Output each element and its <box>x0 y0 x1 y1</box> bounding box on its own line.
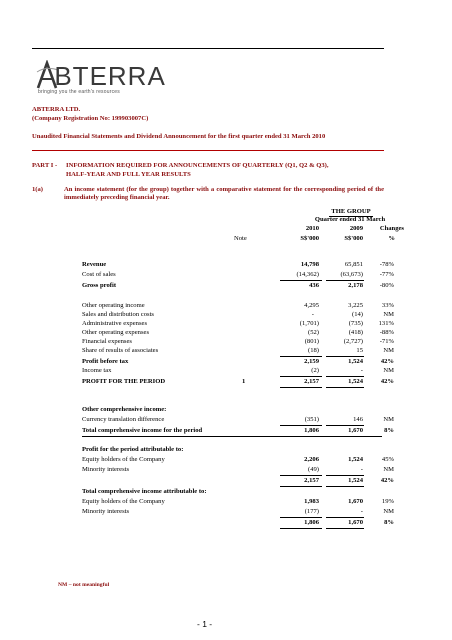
subtotal-rule <box>326 475 364 476</box>
table-cell: (177) <box>304 508 319 515</box>
total-rule <box>326 486 364 487</box>
table-cell: 42% <box>380 358 394 365</box>
table-cell: -77% <box>379 271 394 278</box>
col-changes: Changes <box>379 225 404 232</box>
table-cell: 1,806 <box>304 427 319 434</box>
table-section-heading: Total comprehensive income attributable to: <box>82 488 207 495</box>
table-cell: 1,983 <box>304 498 319 505</box>
table-period-header: Quarter ended 31 March <box>314 216 386 223</box>
table-row-label: Share of results of associates <box>82 347 159 354</box>
table-cell: -88% <box>379 329 394 336</box>
table-cell: 131% <box>378 320 394 327</box>
subtotal-rule <box>280 475 322 476</box>
subtotal-rule <box>326 356 364 357</box>
table-cell: - <box>360 508 363 515</box>
table-cell: 42% <box>380 378 394 385</box>
table-row-label: Total comprehensive income for the period <box>82 427 203 434</box>
subtotal-rule <box>280 425 322 426</box>
table-cell: (18) <box>308 347 319 354</box>
section-text: An income statement (for the group) together with a comparative statement for the corresponding period of the immediately preceding financial year. <box>64 186 384 201</box>
subtotal-rule <box>326 280 364 281</box>
subtotal-rule <box>326 425 364 426</box>
part-heading-line2: HALF-YEAR AND FULL YEAR RESULTS <box>66 171 191 178</box>
table-cell: 2,206 <box>304 456 319 463</box>
subtotal-rule <box>280 356 322 357</box>
subtotal-rule <box>280 517 322 518</box>
table-cell: 2,157 <box>304 477 319 484</box>
table-cell: 1,670 <box>348 519 363 526</box>
table-cell: (2,727) <box>343 338 363 345</box>
table-cell: 2,157 <box>304 378 319 385</box>
total-rule <box>326 387 364 388</box>
table-cell: (14) <box>352 311 363 318</box>
table-group-header: THE GROUP <box>329 208 373 217</box>
footnote: NM – not meaningful <box>58 582 110 588</box>
table-cell: 8% <box>384 519 394 526</box>
table-note-ref: 1 <box>242 378 246 385</box>
total-rule <box>82 436 382 437</box>
table-cell: NM <box>383 416 394 423</box>
page-number: - 1 - <box>197 619 213 629</box>
title-divider <box>32 150 384 151</box>
table-row-label: Equity holders of the Company <box>82 498 165 505</box>
table-cell: (49) <box>308 466 319 473</box>
table-cell: 45% <box>381 456 394 463</box>
table-row-label: Cost of sales <box>82 271 116 278</box>
table-row-label: Administrative expenses <box>82 320 148 327</box>
table-row-label: Sales and distribution costs <box>82 311 154 318</box>
document-title: Unaudited Financial Statements and Dividend Announcement for the first quarter ended 31 March 2010 <box>32 133 326 140</box>
total-rule <box>280 387 322 388</box>
table-row-label: Minority interests <box>82 466 130 473</box>
table-cell: 15 <box>356 347 363 354</box>
table-cell: (735) <box>348 320 363 327</box>
col-year-2009: 2009 <box>349 225 363 232</box>
table-cell: 1,524 <box>348 358 363 365</box>
table-cell: (801) <box>304 338 319 345</box>
total-rule <box>280 528 322 529</box>
table-row-label: Revenue <box>82 261 107 268</box>
table-cell: NM <box>383 311 394 318</box>
table-cell: 1,524 <box>348 477 363 484</box>
logo-tagline: bringing you the earth's resources <box>38 89 120 95</box>
table-section-heading: Profit for the period attributable to: <box>82 446 184 453</box>
subtotal-rule <box>280 376 322 377</box>
table-row-label: Currency translation difference <box>82 416 165 423</box>
table-cell: NM <box>383 367 394 374</box>
section-number: 1(a) <box>32 186 43 193</box>
table-cell: 146 <box>353 416 363 423</box>
table-row-label: Equity holders of the Company <box>82 456 165 463</box>
table-cell: - <box>360 367 363 374</box>
table-cell: 4,295 <box>304 302 319 309</box>
table-cell: -78% <box>379 261 394 268</box>
header-top-rule <box>32 48 384 49</box>
company-logo <box>36 58 216 98</box>
table-cell: 14,798 <box>300 261 319 268</box>
table-cell: -71% <box>379 338 394 345</box>
col-year-2010: 2010 <box>305 225 319 232</box>
table-row-label: Financial expenses <box>82 338 132 345</box>
table-cell: (2) <box>311 367 319 374</box>
table-row-label: Other operating income <box>82 302 145 309</box>
table-row-label: Income tax <box>82 367 112 374</box>
table-cell: - <box>360 466 363 473</box>
table-cell: 2,159 <box>304 358 319 365</box>
table-cell: 1,806 <box>304 519 319 526</box>
table-cell: -80% <box>379 282 394 289</box>
table-row-label: PROFIT FOR THE PERIOD <box>82 378 166 385</box>
part-label: PART I - <box>32 162 58 169</box>
table-cell: 8% <box>384 427 394 434</box>
table-cell: 1,524 <box>348 378 363 385</box>
table-cell: NM <box>383 347 394 354</box>
table-cell: (14,362) <box>296 271 319 278</box>
subtotal-rule <box>326 517 364 518</box>
table-cell: (351) <box>304 416 319 423</box>
table-cell: 65,851 <box>344 261 363 268</box>
subtotal-rule <box>326 376 364 377</box>
table-cell: 2,178 <box>348 282 363 289</box>
company-name: ABTERRA LTD. <box>32 106 81 113</box>
table-cell: 1,670 <box>348 498 363 505</box>
part-heading-line1: INFORMATION REQUIRED FOR ANNOUNCEMENTS OF QUARTERLY (Q1, Q2 & Q3), <box>66 162 329 169</box>
subtotal-rule <box>280 280 322 281</box>
table-cell: 33% <box>381 302 394 309</box>
table-cell: 19% <box>381 498 394 505</box>
table-cell: - <box>311 311 314 318</box>
table-cell: NM <box>383 508 394 515</box>
company-registration: (Company Registration No: 199903007C) <box>32 115 149 122</box>
col-unit-2010: S$'000 <box>300 235 319 242</box>
table-cell: (63,673) <box>340 271 363 278</box>
table-cell: NM <box>383 466 394 473</box>
table-row-label: Gross profit <box>82 282 117 289</box>
table-section-heading: Other comprehensive income: <box>82 406 167 413</box>
table-cell: 42% <box>380 477 394 484</box>
col-unit-pct: % <box>388 235 395 242</box>
table-cell: (1,701) <box>299 320 319 327</box>
table-cell: 436 <box>309 282 319 289</box>
total-rule <box>326 528 364 529</box>
logo-wordmark: BTERRA <box>54 61 166 91</box>
table-row-label: Minority interests <box>82 508 130 515</box>
total-rule <box>280 486 322 487</box>
table-cell: (52) <box>308 329 319 336</box>
table-row-label: Profit before tax <box>82 358 129 365</box>
table-cell: (418) <box>348 329 363 336</box>
table-cell: 1,670 <box>348 427 363 434</box>
table-cell: 3,225 <box>348 302 363 309</box>
table-row-label: Other operating expenses <box>82 329 150 336</box>
col-note: Note <box>234 235 247 242</box>
col-unit-2009: S$'000 <box>344 235 363 242</box>
table-cell: 1,524 <box>348 456 363 463</box>
